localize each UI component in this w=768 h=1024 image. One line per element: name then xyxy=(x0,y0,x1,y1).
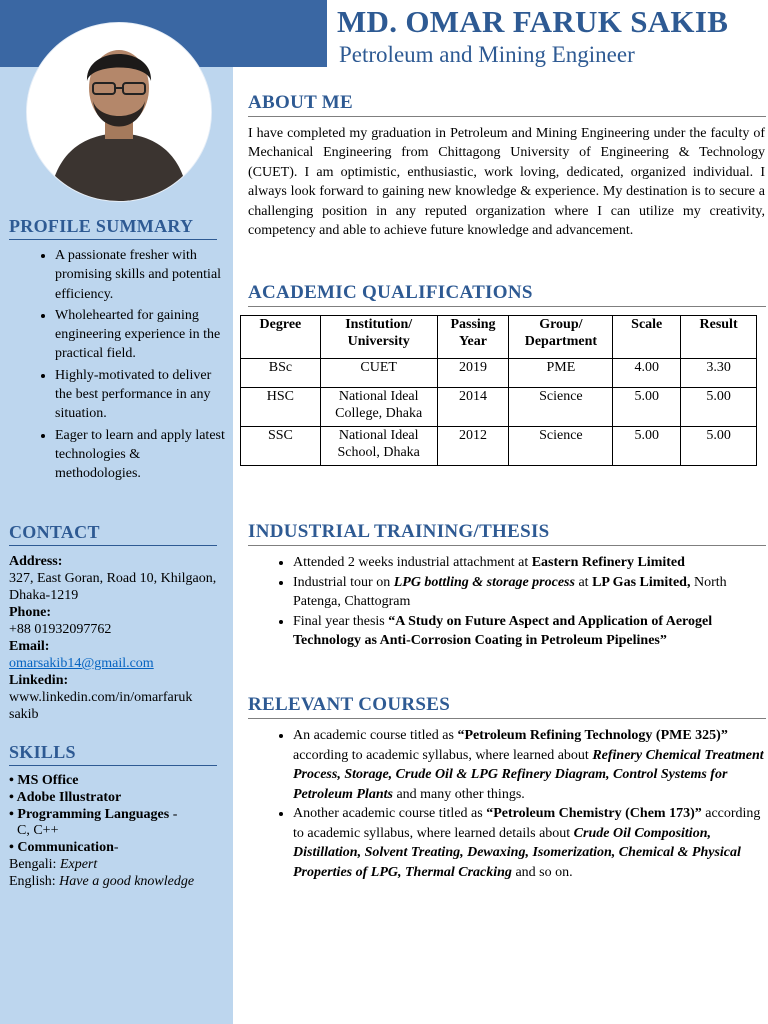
courses-heading: RELEVANT COURSES xyxy=(248,694,766,719)
column-header: Degree xyxy=(241,316,321,359)
table-cell: PME xyxy=(509,359,613,388)
table-cell: National Ideal College, Dhaka xyxy=(320,388,437,427)
table-header-row xyxy=(241,316,757,359)
skill-item-label: • Programming Languages xyxy=(9,806,170,822)
language-level: Expert xyxy=(59,856,98,872)
column-header: Passing Year xyxy=(437,316,509,359)
list-item-text: at xyxy=(574,574,593,590)
company-name: Eastern Refinery Limited xyxy=(531,555,685,570)
list-item-text: according to academic syllabus, where learned about xyxy=(293,747,593,763)
list-item xyxy=(293,553,766,573)
table-cell: 5.00 xyxy=(681,388,757,427)
profile-summary-list xyxy=(0,246,225,486)
skill-item-suffix: - xyxy=(169,806,178,822)
course-topics: Crude Oil Composition, Distillation, Solvent Treating, Dewaxing, Isomerization, Chemical & Physical Properties of LPG, Thermal Cracking xyxy=(293,825,741,880)
table-cell: 3.30 xyxy=(681,359,757,388)
phone-value: +88 01932097762 xyxy=(9,622,112,637)
course-title: “Petroleum Refining Technology (PME 325)” xyxy=(457,728,728,743)
column-header: Scale xyxy=(613,316,681,359)
skills-block xyxy=(9,773,224,891)
list-item-text: North Patenga, Chattogram xyxy=(293,574,727,609)
list-item-text: Final year thesis xyxy=(293,613,389,629)
course-title: “Petroleum Chemistry (Chem 173)” xyxy=(486,806,702,821)
list-item xyxy=(293,804,766,882)
list-item xyxy=(293,612,766,651)
table-cell: 5.00 xyxy=(613,388,681,427)
language-item xyxy=(9,874,224,891)
table-row xyxy=(241,427,757,466)
table-row xyxy=(241,359,757,388)
table-cell: 2012 xyxy=(437,427,509,466)
list-item: • Wholehearted for gaining engineering experience in the practical field. xyxy=(55,306,225,364)
linkedin-value: www.linkedin.com/in/omarfaruk sakib xyxy=(9,690,193,722)
list-item: • Eager to learn and apply latest technologies & methodologies. xyxy=(55,426,225,484)
address-label: Address: xyxy=(9,554,63,569)
list-item-text: An academic course titled as xyxy=(293,728,458,743)
list-item-text: Another academic course titled as xyxy=(293,806,487,821)
phone-label: Phone: xyxy=(9,605,51,620)
language-level: Have a good knowledge xyxy=(59,873,195,889)
list-item: • A passionate fresher with promising skills and potential efficiency. xyxy=(55,246,225,304)
course-topics: Refinery Chemical Treatment Process, Storage, Crude Oil & LPG Refinery Diagram, Control Systems for Petroleum Plants xyxy=(293,747,764,802)
tour-topic: LPG bottling & storage process xyxy=(393,574,575,590)
list-item-text: and many other things. xyxy=(392,786,525,802)
table-cell: Science xyxy=(509,388,613,427)
table-cell: 2014 xyxy=(437,388,509,427)
person-silhouette-icon xyxy=(27,23,211,201)
language-item xyxy=(9,857,224,874)
skills-heading: SKILLS xyxy=(9,742,217,766)
profile-summary-heading: PROFILE SUMMARY xyxy=(9,216,217,240)
table-cell: CUET xyxy=(320,359,437,388)
skill-item xyxy=(9,807,224,824)
table-row xyxy=(241,388,757,427)
email-link[interactable]: omarsakib14@gmail.com xyxy=(9,656,154,671)
table-cell: SSC xyxy=(241,427,321,466)
about-text: I have completed my graduation in Petroleum and Mining Engineering under the faculty of Mechanical Engineering from Chittagong University of Engineering & Technology (CUET). I am optimistic, enthusiastic, work loving, dedicated, organized individual. I always look forward to gaining new knowledge & experience. My destination is to secure a challenging position in any reputed organization where I can utilize my creativity, competency and able to achieve future knowledge and advancement. xyxy=(248,126,765,239)
skill-item xyxy=(9,840,224,857)
skill-item-detail: C, C++ xyxy=(17,823,59,839)
column-header: Institution/ University xyxy=(320,316,437,359)
profile-photo xyxy=(26,22,212,202)
table-cell: BSc xyxy=(241,359,321,388)
skill-item: • Adobe Illustrator xyxy=(9,789,122,805)
person-name: MD. OMAR FARUK SAKIB xyxy=(337,4,729,39)
training-heading: INDUSTRIAL TRAINING/THESIS xyxy=(248,521,766,546)
training-list xyxy=(248,553,766,651)
skill-item: • MS Office xyxy=(9,773,79,788)
list-item xyxy=(293,573,766,612)
table-cell: Science xyxy=(509,427,613,466)
company-name: LP Gas Limited, xyxy=(592,574,691,590)
column-header: Result xyxy=(681,316,757,359)
job-title: Petroleum and Mining Engineer xyxy=(339,42,635,67)
table-cell: HSC xyxy=(241,388,321,427)
table-cell: 4.00 xyxy=(613,359,681,388)
skill-item-suffix: - xyxy=(113,840,119,856)
list-item: • Highly-motivated to deliver the best performance in any situation. xyxy=(55,366,225,424)
language-name: English: xyxy=(9,873,60,889)
list-item-text: and so on. xyxy=(511,864,573,880)
linkedin-label: Linkedin: xyxy=(9,673,69,688)
contact-block xyxy=(9,553,224,723)
table-cell: National Ideal School, Dhaka xyxy=(320,427,437,466)
academic-table xyxy=(240,315,757,466)
table-cell: 2019 xyxy=(437,359,509,388)
column-header: Group/ Department xyxy=(509,316,613,359)
table-cell: 5.00 xyxy=(613,427,681,466)
list-item-text: Attended 2 weeks industrial attachment at xyxy=(293,555,532,570)
email-label: Email: xyxy=(9,639,50,654)
language-name: Bengali: xyxy=(9,856,60,872)
list-item-text: according to academic syllabus, where learned details about xyxy=(293,806,761,841)
table-cell: 5.00 xyxy=(681,427,757,466)
courses-list xyxy=(248,726,766,882)
contact-heading: CONTACT xyxy=(9,522,217,546)
list-item xyxy=(293,726,766,804)
thesis-title: “A Study on Future Aspect and Application of Aerogel Technology as Anti-Corrosion Coating in Petroleum Pipelines” xyxy=(293,613,713,648)
address-value: 327, East Goran, Road 10, Khilgaon, Dhaka-1219 xyxy=(9,571,217,603)
academic-heading: ACADEMIC QUALIFICATIONS xyxy=(248,282,766,307)
about-heading: ABOUT ME xyxy=(248,92,766,117)
list-item-text: Industrial tour on xyxy=(293,574,394,590)
skill-item-label: • Communication xyxy=(9,840,114,856)
